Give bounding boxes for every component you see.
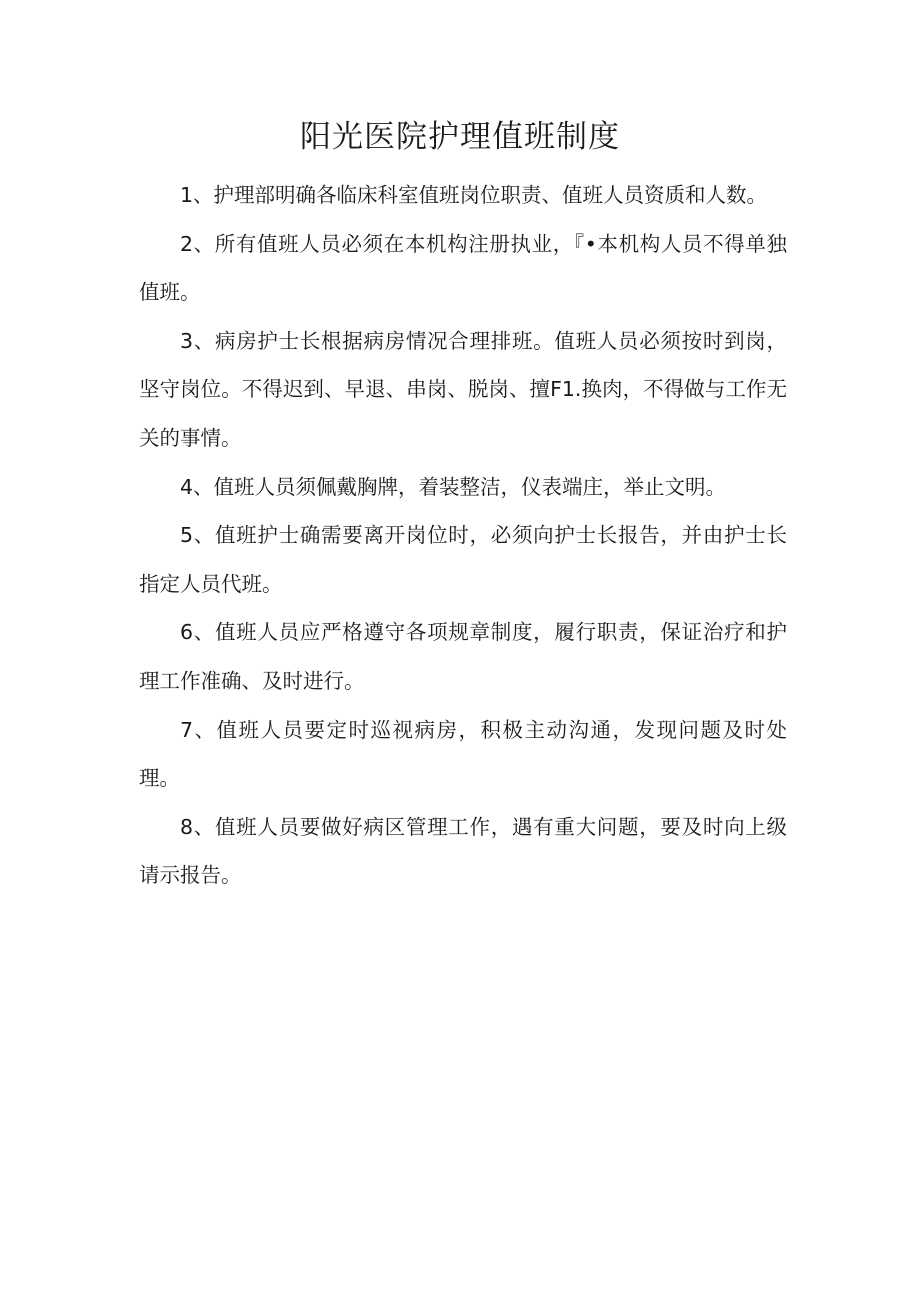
document-body <box>139 171 787 900</box>
paragraph-3: 3、病房护士长根据病房情况合理排班。值班人员必须按时到岗，坚守岗位。不得迟到、早退、串岗、脱岗、擅F1.换肉，不得做与工作无关的事情。 <box>139 328 787 450</box>
document-title: 阳光医院护理值班制度 <box>300 119 620 155</box>
paragraph-4: 4、值班人员须佩戴胸牌，着装整洁，仪表端庄，举止文明。 <box>180 474 727 499</box>
paragraph-5: 5、值班护士确需要离开岗位时，必须向护士长报告，并由护士长指定人员代班。 <box>139 523 787 596</box>
paragraph-7: 7、值班人员要定时巡视病房，积极主动沟通，发现问题及时处理。 <box>139 717 787 791</box>
paragraph-1: 1、护理部明确各临床科室值班岗位职责、值班人员资质和人数。 <box>180 183 768 207</box>
paragraph-6: 6、值班人员应严格遵守各项规章制度，履行职责，保证治疗和护理工作准确、及时进行。 <box>139 620 787 693</box>
paragraph-8: 8、值班人员要做好病区管理工作，遇有重大问题，要及时向上级请示报告。 <box>139 814 787 888</box>
paragraph-2: 2、所有值班人员必须在本机构注册执业，『•本机构人员不得单独值班。 <box>139 231 787 305</box>
